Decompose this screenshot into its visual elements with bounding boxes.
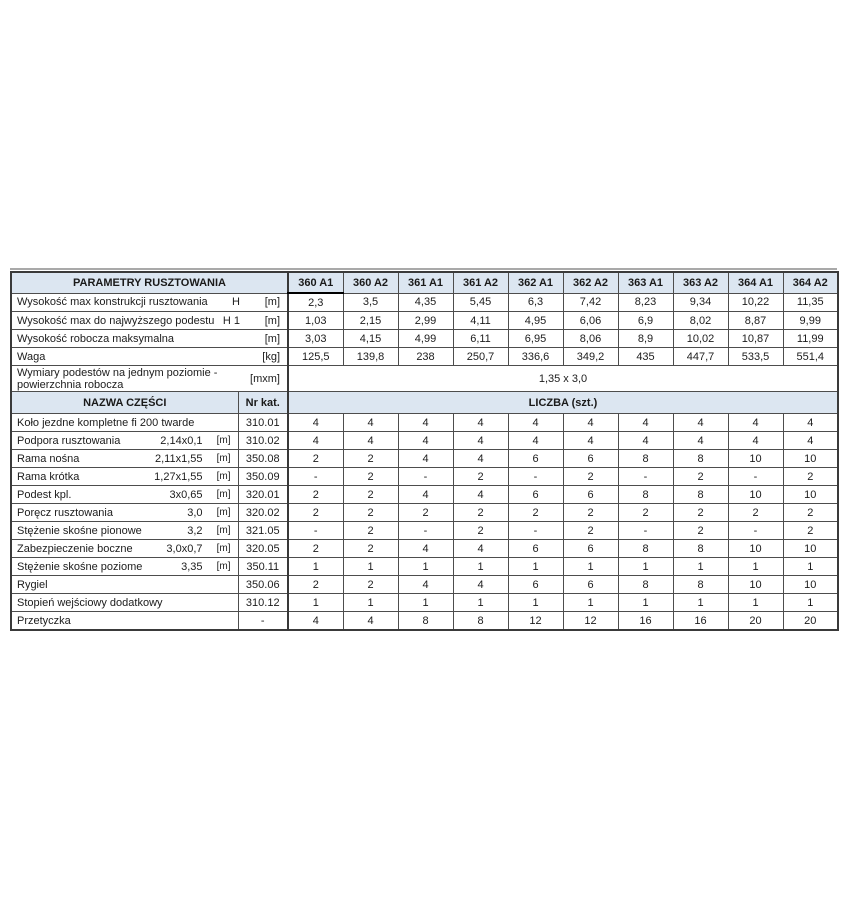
value-cell: 349,2 bbox=[563, 348, 618, 366]
value-cell: 8,9 bbox=[618, 330, 673, 348]
value-cell: 9,99 bbox=[783, 312, 838, 330]
quantity-cell: 4 bbox=[453, 576, 508, 594]
part-row bbox=[11, 486, 838, 504]
quantity-cell: 2 bbox=[563, 522, 618, 540]
quantity-cell: 1 bbox=[783, 594, 838, 612]
value-cell: 238 bbox=[398, 348, 453, 366]
unit-label: [m] bbox=[216, 471, 231, 482]
part-dimension: 1,27x1,55 bbox=[154, 470, 203, 483]
param-row-label-cell bbox=[11, 312, 288, 330]
catalog-number: 320.05 bbox=[238, 540, 288, 558]
value-cell: 10,22 bbox=[728, 293, 783, 312]
quantity-cell: 10 bbox=[783, 540, 838, 558]
value-cell: 8,87 bbox=[728, 312, 783, 330]
quantity-cell: 4 bbox=[288, 432, 343, 450]
quantity-cell: 2 bbox=[783, 504, 838, 522]
param-label: Wymiary podestów na jednym poziomie -powierzchnia robocza bbox=[17, 366, 218, 391]
value-cell: 8,23 bbox=[618, 293, 673, 312]
part-dimension: 3,35 bbox=[181, 560, 203, 573]
quantity-cell: 10 bbox=[728, 486, 783, 504]
catalog-number: 350.08 bbox=[238, 450, 288, 468]
param-row bbox=[11, 293, 838, 312]
param-row-label-cell bbox=[11, 348, 288, 366]
quantity-cell: 10 bbox=[783, 450, 838, 468]
part-name: Poręcz rusztowania bbox=[17, 506, 113, 519]
quantity-cell: 2 bbox=[343, 540, 398, 558]
part-row bbox=[11, 504, 838, 522]
quantity-cell: - bbox=[398, 468, 453, 486]
value-cell: 2,3 bbox=[288, 293, 343, 312]
quantity-cell: 4 bbox=[453, 414, 508, 432]
part-row bbox=[11, 522, 838, 540]
quantity-cell: 1 bbox=[563, 558, 618, 576]
quantity-cell: 4 bbox=[453, 486, 508, 504]
quantity-cell: 4 bbox=[288, 612, 343, 631]
quantity-cell: 2 bbox=[673, 468, 728, 486]
unit-label: [m] bbox=[264, 296, 280, 309]
quantity-cell: - bbox=[618, 522, 673, 540]
quantity-cell: 1 bbox=[453, 594, 508, 612]
scaffolding-table bbox=[10, 271, 839, 631]
scaffolding-table-body bbox=[11, 272, 838, 630]
param-row bbox=[11, 312, 838, 330]
part-name: Przetyczka bbox=[17, 614, 71, 627]
value-cell: 11,35 bbox=[783, 293, 838, 312]
catalog-number: 310.02 bbox=[238, 432, 288, 450]
value-cell: 6,3 bbox=[508, 293, 563, 312]
quantity-cell: 8 bbox=[618, 576, 673, 594]
part-name: Podest kpl. bbox=[17, 488, 72, 501]
part-dimension: 3,0x0,7 bbox=[166, 542, 203, 555]
quantity-cell: 1 bbox=[728, 558, 783, 576]
part-name: Rygiel bbox=[17, 578, 48, 591]
unit-label: [m] bbox=[216, 507, 231, 518]
quantity-cell: 2 bbox=[343, 504, 398, 522]
quantity-cell: 4 bbox=[398, 486, 453, 504]
quantity-cell: 4 bbox=[618, 432, 673, 450]
part-name-cell bbox=[11, 612, 238, 631]
quantity-cell: 1 bbox=[618, 558, 673, 576]
part-dimension: 3x0,65 bbox=[169, 488, 203, 501]
part-row bbox=[11, 558, 838, 576]
column-header-360-a1: 360 A1 bbox=[288, 272, 343, 293]
part-name-cell bbox=[11, 432, 238, 450]
quantity-cell: 4 bbox=[673, 414, 728, 432]
param-label: Wysokość max konstrukcji rusztowania bbox=[17, 296, 208, 309]
quantity-header: LICZBA (szt.) bbox=[288, 392, 838, 414]
quantity-cell: 4 bbox=[563, 432, 618, 450]
quantity-cell: 2 bbox=[618, 504, 673, 522]
quantity-cell: - bbox=[618, 468, 673, 486]
part-name: Rama nośna bbox=[17, 452, 80, 465]
quantity-cell: 4 bbox=[453, 450, 508, 468]
column-header-362-a2: 362 A2 bbox=[563, 272, 618, 293]
column-header-362-a1: 362 A1 bbox=[508, 272, 563, 293]
quantity-cell: 2 bbox=[398, 504, 453, 522]
unit-label: [m] bbox=[216, 543, 231, 554]
quantity-cell: 4 bbox=[563, 414, 618, 432]
quantity-cell: 1 bbox=[343, 558, 398, 576]
quantity-cell: 4 bbox=[398, 540, 453, 558]
quantity-cell: - bbox=[398, 522, 453, 540]
quantity-cell: 10 bbox=[728, 540, 783, 558]
quantity-cell: 4 bbox=[783, 414, 838, 432]
part-name-cell bbox=[11, 576, 238, 594]
quantity-cell: 4 bbox=[398, 432, 453, 450]
quantity-cell: 4 bbox=[453, 432, 508, 450]
quantity-cell: 6 bbox=[508, 486, 563, 504]
quantity-cell: 2 bbox=[453, 522, 508, 540]
value-cell: 1,03 bbox=[288, 312, 343, 330]
quantity-cell: 2 bbox=[563, 504, 618, 522]
quantity-cell: 4 bbox=[343, 432, 398, 450]
quantity-cell: 2 bbox=[288, 504, 343, 522]
quantity-cell: 2 bbox=[728, 504, 783, 522]
quantity-cell: 2 bbox=[673, 522, 728, 540]
quantity-cell: 8 bbox=[673, 540, 728, 558]
value-cell: 7,42 bbox=[563, 293, 618, 312]
quantity-cell: 1 bbox=[508, 558, 563, 576]
quantity-cell: 8 bbox=[618, 540, 673, 558]
value-cell: 336,6 bbox=[508, 348, 563, 366]
params-title: PARAMETRY RUSZTOWANIA bbox=[11, 272, 288, 293]
value-cell: 3,03 bbox=[288, 330, 343, 348]
quantity-cell: 6 bbox=[508, 450, 563, 468]
quantity-cell: 6 bbox=[563, 486, 618, 504]
part-name-cell bbox=[11, 558, 238, 576]
quantity-cell: - bbox=[728, 468, 783, 486]
page-break-line bbox=[10, 268, 837, 270]
quantity-cell: 1 bbox=[783, 558, 838, 576]
quantity-cell: 1 bbox=[398, 594, 453, 612]
value-cell: 533,5 bbox=[728, 348, 783, 366]
quantity-cell: 2 bbox=[288, 486, 343, 504]
quantity-cell: 4 bbox=[453, 540, 508, 558]
quantity-cell: 2 bbox=[783, 522, 838, 540]
quantity-cell: 8 bbox=[673, 450, 728, 468]
value-cell: 10,02 bbox=[673, 330, 728, 348]
quantity-cell: 2 bbox=[343, 522, 398, 540]
part-name-cell bbox=[11, 504, 238, 522]
param-symbol: H 1 bbox=[222, 314, 240, 327]
param-symbol: H bbox=[232, 296, 240, 309]
part-row bbox=[11, 612, 838, 631]
quantity-cell: 8 bbox=[618, 450, 673, 468]
catalog-number: 310.01 bbox=[238, 414, 288, 432]
merged-row-label-cell bbox=[11, 366, 288, 392]
column-header-364-a1: 364 A1 bbox=[728, 272, 783, 293]
value-cell: 4,11 bbox=[453, 312, 508, 330]
quantity-cell: 4 bbox=[673, 432, 728, 450]
quantity-cell: 1 bbox=[288, 594, 343, 612]
quantity-cell: 6 bbox=[508, 576, 563, 594]
quantity-cell: 4 bbox=[398, 450, 453, 468]
part-row bbox=[11, 414, 838, 432]
quantity-cell: 2 bbox=[343, 576, 398, 594]
param-label: Wysokość max do najwyższego podestu bbox=[17, 314, 215, 327]
param-row-label-cell bbox=[11, 293, 288, 312]
param-row bbox=[11, 348, 838, 366]
quantity-cell: 1 bbox=[728, 594, 783, 612]
unit-label: [mxm] bbox=[250, 372, 280, 385]
quantity-cell: 6 bbox=[563, 540, 618, 558]
quantity-cell: 2 bbox=[343, 486, 398, 504]
quantity-cell: 8 bbox=[453, 612, 508, 631]
value-cell: 447,7 bbox=[673, 348, 728, 366]
value-cell: 8,02 bbox=[673, 312, 728, 330]
quantity-cell: 10 bbox=[783, 486, 838, 504]
quantity-cell: 20 bbox=[728, 612, 783, 631]
column-header-360-a2: 360 A2 bbox=[343, 272, 398, 293]
quantity-cell: 1 bbox=[618, 594, 673, 612]
param-label: Wysokość robocza maksymalna bbox=[17, 332, 175, 345]
quantity-cell: 2 bbox=[563, 468, 618, 486]
value-cell: 6,9 bbox=[618, 312, 673, 330]
value-cell: 2,99 bbox=[398, 312, 453, 330]
quantity-cell: 8 bbox=[618, 486, 673, 504]
param-row-label-cell bbox=[11, 330, 288, 348]
column-header-363-a1: 363 A1 bbox=[618, 272, 673, 293]
column-header-361-a1: 361 A1 bbox=[398, 272, 453, 293]
quantity-cell: 2 bbox=[343, 468, 398, 486]
quantity-cell: 16 bbox=[673, 612, 728, 631]
quantity-cell: 8 bbox=[398, 612, 453, 631]
quantity-cell: 20 bbox=[783, 612, 838, 631]
value-cell: 11,99 bbox=[783, 330, 838, 348]
part-dimension: 2,14x0,1 bbox=[160, 434, 203, 447]
catalog-number: 310.12 bbox=[238, 594, 288, 612]
part-name: Stopień wejściowy dodatkowy bbox=[17, 596, 163, 609]
quantity-cell: 2 bbox=[343, 450, 398, 468]
unit-label: [m] bbox=[216, 489, 231, 500]
value-cell: 139,8 bbox=[343, 348, 398, 366]
value-cell: 125,5 bbox=[288, 348, 343, 366]
quantity-cell: 4 bbox=[728, 414, 783, 432]
quantity-cell: 10 bbox=[783, 576, 838, 594]
quantity-cell: - bbox=[288, 468, 343, 486]
value-cell: 8,06 bbox=[563, 330, 618, 348]
quantity-cell: 2 bbox=[783, 468, 838, 486]
part-dimension: 2,11x1,55 bbox=[154, 452, 203, 465]
catalog-number: 320.02 bbox=[238, 504, 288, 522]
quantity-cell: 1 bbox=[453, 558, 508, 576]
unit-label: [m] bbox=[216, 453, 231, 464]
part-name: Stężenie skośne poziome bbox=[17, 560, 143, 573]
quantity-cell: 8 bbox=[673, 576, 728, 594]
param-row bbox=[11, 330, 838, 348]
merged-dimension-value: 1,35 x 3,0 bbox=[288, 366, 838, 392]
quantity-cell: 2 bbox=[288, 450, 343, 468]
quantity-cell: 1 bbox=[673, 558, 728, 576]
quantity-cell: - bbox=[728, 522, 783, 540]
quantity-cell: 4 bbox=[343, 612, 398, 631]
part-row bbox=[11, 468, 838, 486]
quantity-cell: 1 bbox=[288, 558, 343, 576]
part-row bbox=[11, 450, 838, 468]
part-name: Zabezpieczenie boczne bbox=[17, 542, 133, 555]
parts-title: NAZWA CZĘŚCI bbox=[11, 392, 238, 414]
quantity-cell: 10 bbox=[728, 450, 783, 468]
value-cell: 4,15 bbox=[343, 330, 398, 348]
quantity-cell: 6 bbox=[563, 450, 618, 468]
value-cell: 551,4 bbox=[783, 348, 838, 366]
quantity-cell: 12 bbox=[508, 612, 563, 631]
quantity-cell: 4 bbox=[508, 432, 563, 450]
quantity-cell: 1 bbox=[508, 594, 563, 612]
value-cell: 10,87 bbox=[728, 330, 783, 348]
unit-label: [m] bbox=[216, 525, 231, 536]
value-cell: 2,15 bbox=[343, 312, 398, 330]
value-cell: 9,34 bbox=[673, 293, 728, 312]
part-name-cell bbox=[11, 468, 238, 486]
param-label: Waga bbox=[17, 350, 46, 363]
quantity-cell: 2 bbox=[508, 504, 563, 522]
part-name-cell bbox=[11, 450, 238, 468]
quantity-cell: 1 bbox=[343, 594, 398, 612]
value-cell: 6,95 bbox=[508, 330, 563, 348]
unit-label: [kg] bbox=[262, 350, 280, 363]
part-name: Stężenie skośne pionowe bbox=[17, 524, 142, 537]
value-cell: 3,5 bbox=[343, 293, 398, 312]
quantity-cell: 8 bbox=[673, 486, 728, 504]
part-row bbox=[11, 576, 838, 594]
part-name-cell bbox=[11, 522, 238, 540]
part-row bbox=[11, 432, 838, 450]
quantity-cell: 4 bbox=[343, 414, 398, 432]
value-cell: 4,99 bbox=[398, 330, 453, 348]
value-cell: 250,7 bbox=[453, 348, 508, 366]
part-name-cell bbox=[11, 594, 238, 612]
value-cell: 6,06 bbox=[563, 312, 618, 330]
value-cell: 5,45 bbox=[453, 293, 508, 312]
part-name-cell bbox=[11, 540, 238, 558]
part-row bbox=[11, 594, 838, 612]
quantity-cell: 4 bbox=[618, 414, 673, 432]
catalog-number: 350.09 bbox=[238, 468, 288, 486]
quantity-cell: 1 bbox=[398, 558, 453, 576]
quantity-cell: 4 bbox=[398, 414, 453, 432]
quantity-cell: - bbox=[508, 522, 563, 540]
quantity-cell: 4 bbox=[728, 432, 783, 450]
part-name-cell bbox=[11, 486, 238, 504]
quantity-cell: - bbox=[508, 468, 563, 486]
quantity-cell: 4 bbox=[398, 576, 453, 594]
quantity-cell: 2 bbox=[288, 540, 343, 558]
catalog-number: 321.05 bbox=[238, 522, 288, 540]
catalog-number: 320.01 bbox=[238, 486, 288, 504]
quantity-cell: 1 bbox=[673, 594, 728, 612]
merged-dimension-row bbox=[11, 366, 838, 392]
column-header-363-a2: 363 A2 bbox=[673, 272, 728, 293]
part-dimension: 3,2 bbox=[187, 524, 203, 537]
catalog-header: Nr kat. bbox=[238, 392, 288, 414]
unit-label: [m] bbox=[216, 561, 231, 572]
quantity-cell: 4 bbox=[288, 414, 343, 432]
quantity-cell: 10 bbox=[728, 576, 783, 594]
quantity-cell: 4 bbox=[508, 414, 563, 432]
quantity-cell: 2 bbox=[453, 468, 508, 486]
quantity-cell: 2 bbox=[288, 576, 343, 594]
quantity-cell: 6 bbox=[563, 576, 618, 594]
quantity-cell: 2 bbox=[673, 504, 728, 522]
part-dimension: 3,0 bbox=[187, 506, 203, 519]
catalog-number: - bbox=[238, 612, 288, 631]
part-row bbox=[11, 540, 838, 558]
part-name: Koło jezdne kompletne fi 200 twarde bbox=[17, 416, 195, 429]
value-cell: 435 bbox=[618, 348, 673, 366]
part-name: Rama krótka bbox=[17, 470, 80, 483]
unit-label: [m] bbox=[264, 314, 280, 327]
column-header-361-a2: 361 A2 bbox=[453, 272, 508, 293]
catalog-number: 350.06 bbox=[238, 576, 288, 594]
catalog-number: 350.11 bbox=[238, 558, 288, 576]
quantity-cell: 6 bbox=[508, 540, 563, 558]
quantity-cell: 12 bbox=[563, 612, 618, 631]
quantity-cell: 16 bbox=[618, 612, 673, 631]
part-name-cell bbox=[11, 414, 238, 432]
quantity-cell: 1 bbox=[563, 594, 618, 612]
quantity-cell: 2 bbox=[453, 504, 508, 522]
column-header-364-a2: 364 A2 bbox=[783, 272, 838, 293]
params-header-row bbox=[11, 272, 838, 293]
value-cell: 4,95 bbox=[508, 312, 563, 330]
parts-header-row bbox=[11, 392, 838, 414]
quantity-cell: 4 bbox=[783, 432, 838, 450]
unit-label: [m] bbox=[216, 435, 231, 446]
value-cell: 6,11 bbox=[453, 330, 508, 348]
quantity-cell: - bbox=[288, 522, 343, 540]
value-cell: 4,35 bbox=[398, 293, 453, 312]
unit-label: [m] bbox=[264, 332, 280, 345]
part-name: Podpora rusztowania bbox=[17, 434, 121, 447]
